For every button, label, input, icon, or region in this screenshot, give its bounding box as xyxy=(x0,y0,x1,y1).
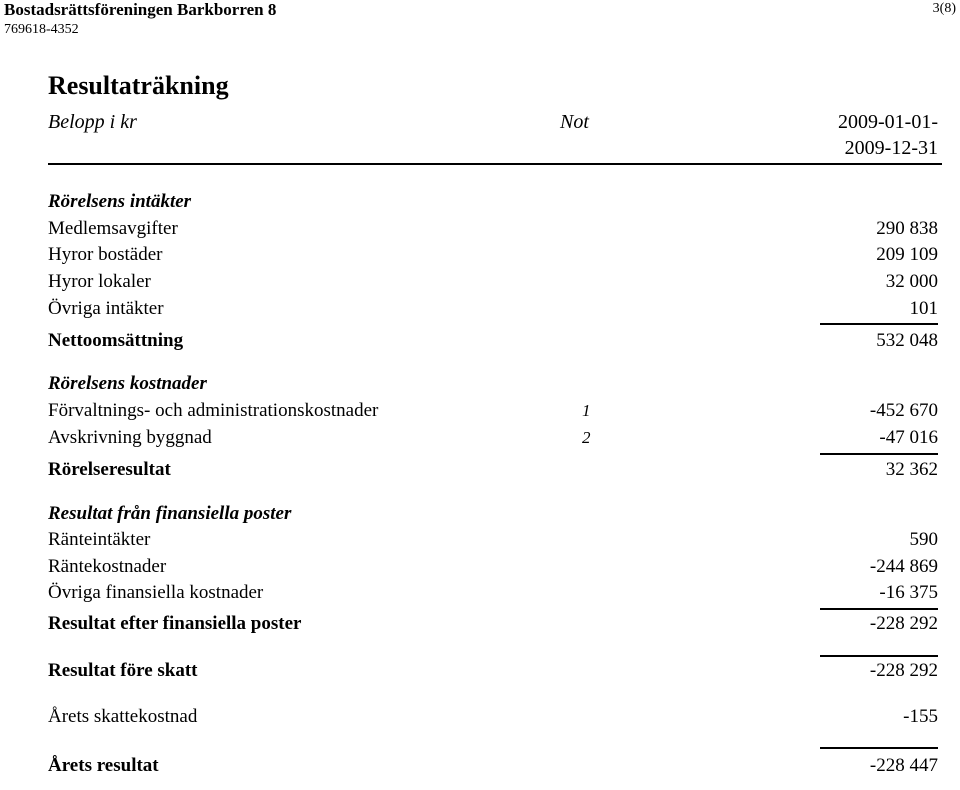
table-row xyxy=(48,704,938,730)
row-value: -228 447 xyxy=(869,755,938,776)
organization-number: 769618-4352 xyxy=(4,22,79,37)
table-row xyxy=(48,580,938,606)
row-value: -155 xyxy=(903,706,938,727)
row-label: Nettoomsättning xyxy=(48,330,184,351)
subtotal-line xyxy=(820,608,938,610)
row-value: -228 292 xyxy=(869,660,938,681)
subtotal-line xyxy=(820,655,938,657)
column-header-period-end: 2009-12-31 xyxy=(844,137,938,159)
row-label: Resultat efter finansiella poster xyxy=(48,613,302,634)
total-line xyxy=(820,747,938,749)
section-heading-financial-items xyxy=(48,501,938,527)
row-label: Hyror lokaler xyxy=(48,271,151,292)
row-value: -16 375 xyxy=(879,582,938,603)
row-value: 32 362 xyxy=(885,459,938,480)
table-row xyxy=(48,242,938,268)
table-row xyxy=(48,527,938,553)
row-value: -244 869 xyxy=(869,556,938,577)
row-value: -47 016 xyxy=(879,427,938,448)
organization-name: Bostadsrättsföreningen Barkborren 8 xyxy=(4,0,277,19)
subtotal-row-operating-result xyxy=(48,457,938,483)
subtotal-row-result-after-financial xyxy=(48,611,938,637)
row-note-reference: 1 xyxy=(582,401,591,420)
row-label: Räntekostnader xyxy=(48,556,167,577)
section-heading-operating-costs xyxy=(48,371,938,397)
table-row xyxy=(48,554,938,580)
column-header-period-start: 2009-01-01- xyxy=(838,111,938,133)
table-row xyxy=(48,398,938,424)
row-label: Ränteintäkter xyxy=(48,529,151,550)
subtotal-row-result-before-tax xyxy=(48,658,938,684)
row-value: 290 838 xyxy=(876,218,938,239)
row-value: 32 000 xyxy=(885,271,938,292)
total-row-net-result xyxy=(48,753,938,779)
row-value: 532 048 xyxy=(876,330,938,351)
row-value: -452 670 xyxy=(869,400,938,421)
row-label: Rörelseresultat xyxy=(48,459,171,480)
subtotal-line xyxy=(820,323,938,325)
subtotal-line xyxy=(820,453,938,455)
page-title: Resultaträkning xyxy=(48,71,229,100)
row-label: Årets skattekostnad xyxy=(48,706,198,727)
row-label: Hyror bostäder xyxy=(48,244,163,265)
row-label: Förvaltnings- och administrationskostnader xyxy=(48,400,379,421)
row-label: Resultat från finansiella poster xyxy=(48,503,292,524)
table-row xyxy=(48,269,938,295)
row-label: Årets resultat xyxy=(48,755,159,776)
row-note-reference: 2 xyxy=(582,428,591,447)
row-label: Rörelsens intäkter xyxy=(48,191,192,212)
table-row xyxy=(48,425,938,451)
row-label: Övriga intäkter xyxy=(48,298,164,319)
subtotal-row-net-sales xyxy=(48,328,938,354)
row-label: Medlemsavgifter xyxy=(48,218,178,239)
row-value: 209 109 xyxy=(876,244,938,265)
page-number: 3(8) xyxy=(932,1,956,16)
row-label: Rörelsens kostnader xyxy=(48,373,207,394)
table-row xyxy=(48,296,938,322)
column-header-note: Not xyxy=(560,111,589,133)
section-heading-operating-income xyxy=(48,189,938,215)
header-rule xyxy=(48,163,942,165)
table-row xyxy=(48,216,938,242)
column-header-amount: Belopp i kr xyxy=(48,111,137,133)
row-value: 101 xyxy=(909,298,938,319)
row-label: Övriga finansiella kostnader xyxy=(48,582,264,603)
row-value: 590 xyxy=(909,529,938,550)
row-label: Avskrivning byggnad xyxy=(48,427,212,448)
row-value: -228 292 xyxy=(869,613,938,634)
row-label: Resultat före skatt xyxy=(48,660,198,681)
